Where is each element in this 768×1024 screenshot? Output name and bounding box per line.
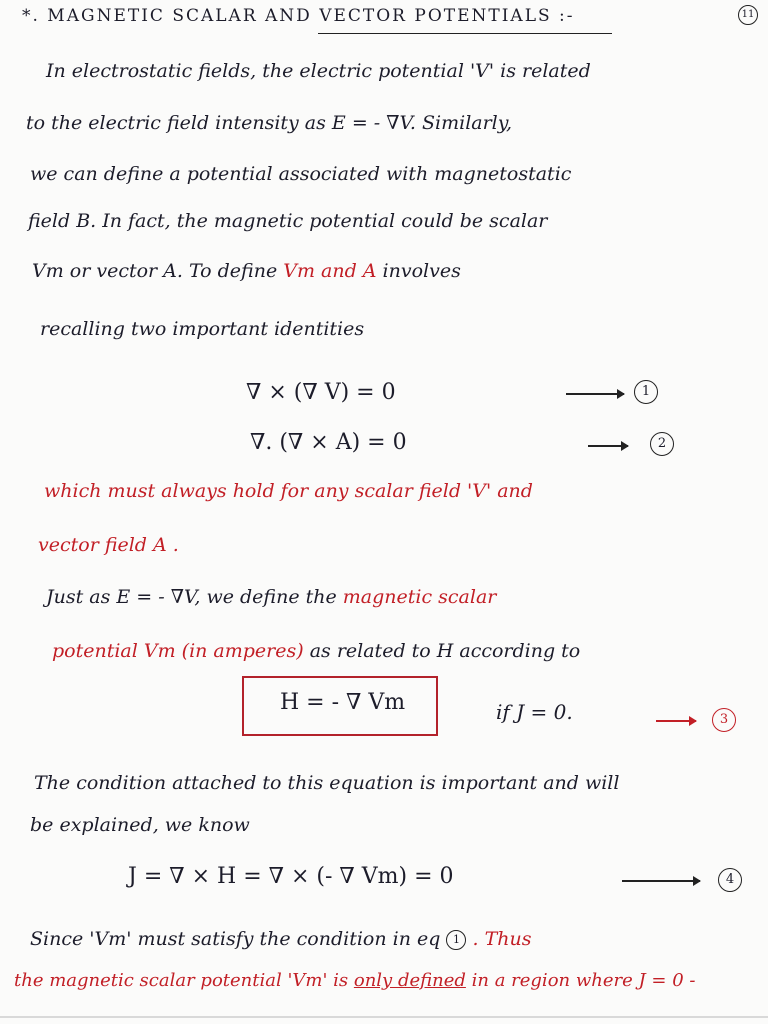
text-line-13a: Since 'Vm' must satisfy the condition in eq	[30, 928, 447, 950]
text-line-5c: involves	[376, 260, 461, 282]
arrow-icon	[622, 880, 700, 882]
equation-1-number: 1	[634, 380, 658, 404]
equation-4-number: 4	[718, 868, 742, 892]
equation-4: J = ∇ × H = ∇ × (- ∇ Vm) = 0	[128, 864, 454, 889]
text-line-1: In electrostatic fields, the electric potential 'V' is related	[46, 60, 591, 82]
text-line-14c: in a region where J = 0 -	[465, 970, 696, 991]
text-line-14a: the magnetic scalar potential 'Vm' is	[14, 970, 354, 991]
text-line-2: to the electric field intensity as E = - ∇V. Similarly,	[26, 112, 513, 134]
text-line-10	[52, 640, 580, 662]
equation-3-number: 3	[712, 708, 736, 732]
equation-1: ∇ × (∇ V) = 0	[246, 380, 396, 405]
text-line-8: vector field A .	[38, 534, 179, 556]
page-bottom-edge	[0, 1016, 768, 1018]
text-line-11: The condition attached to this equation is important and will	[34, 772, 620, 794]
page-title: *. MAGNETIC SCALAR AND VECTOR POTENTIALS :-	[22, 6, 575, 26]
page-number: 11	[738, 5, 758, 25]
text-line-3: we can define a potential associated with magnetostatic	[30, 163, 572, 185]
text-line-14-underlined: only defined	[353, 970, 466, 991]
text-line-14	[14, 970, 695, 991]
text-line-10b: as related to H according to	[303, 640, 581, 662]
text-line-5-highlight: Vm and A	[283, 260, 377, 282]
equation-2: ∇. (∇ × A) = 0	[250, 430, 407, 455]
text-line-4: field B. In fact, the magnetic potential could be scalar	[28, 210, 548, 232]
arrow-icon	[566, 393, 624, 395]
text-line-5	[32, 260, 461, 282]
equation-ref-number: 1	[446, 930, 466, 950]
text-line-9	[46, 586, 496, 608]
text-line-9-highlight: magnetic scalar	[342, 586, 497, 608]
equation-2-number: 2	[650, 432, 674, 456]
text-line-9a: Just as E = - ∇V, we define the	[46, 586, 343, 608]
text-line-7: which must always hold for any scalar field 'V' and	[44, 480, 533, 502]
arrow-icon	[656, 720, 696, 722]
title-underline	[318, 33, 612, 34]
text-line-12: be explained, we know	[30, 814, 250, 836]
text-line-6: recalling two important identities	[40, 318, 365, 340]
text-line-5a: Vm or vector A. To define	[32, 260, 284, 282]
text-line-13-thus: . Thus	[466, 928, 532, 950]
text-line-13	[30, 928, 531, 950]
equation-3: H = - ∇ Vm	[280, 690, 406, 715]
equation-3-condition: if J = 0.	[496, 700, 573, 724]
text-line-10-highlight: potential Vm (in amperes)	[52, 640, 304, 662]
arrow-icon	[588, 445, 628, 447]
